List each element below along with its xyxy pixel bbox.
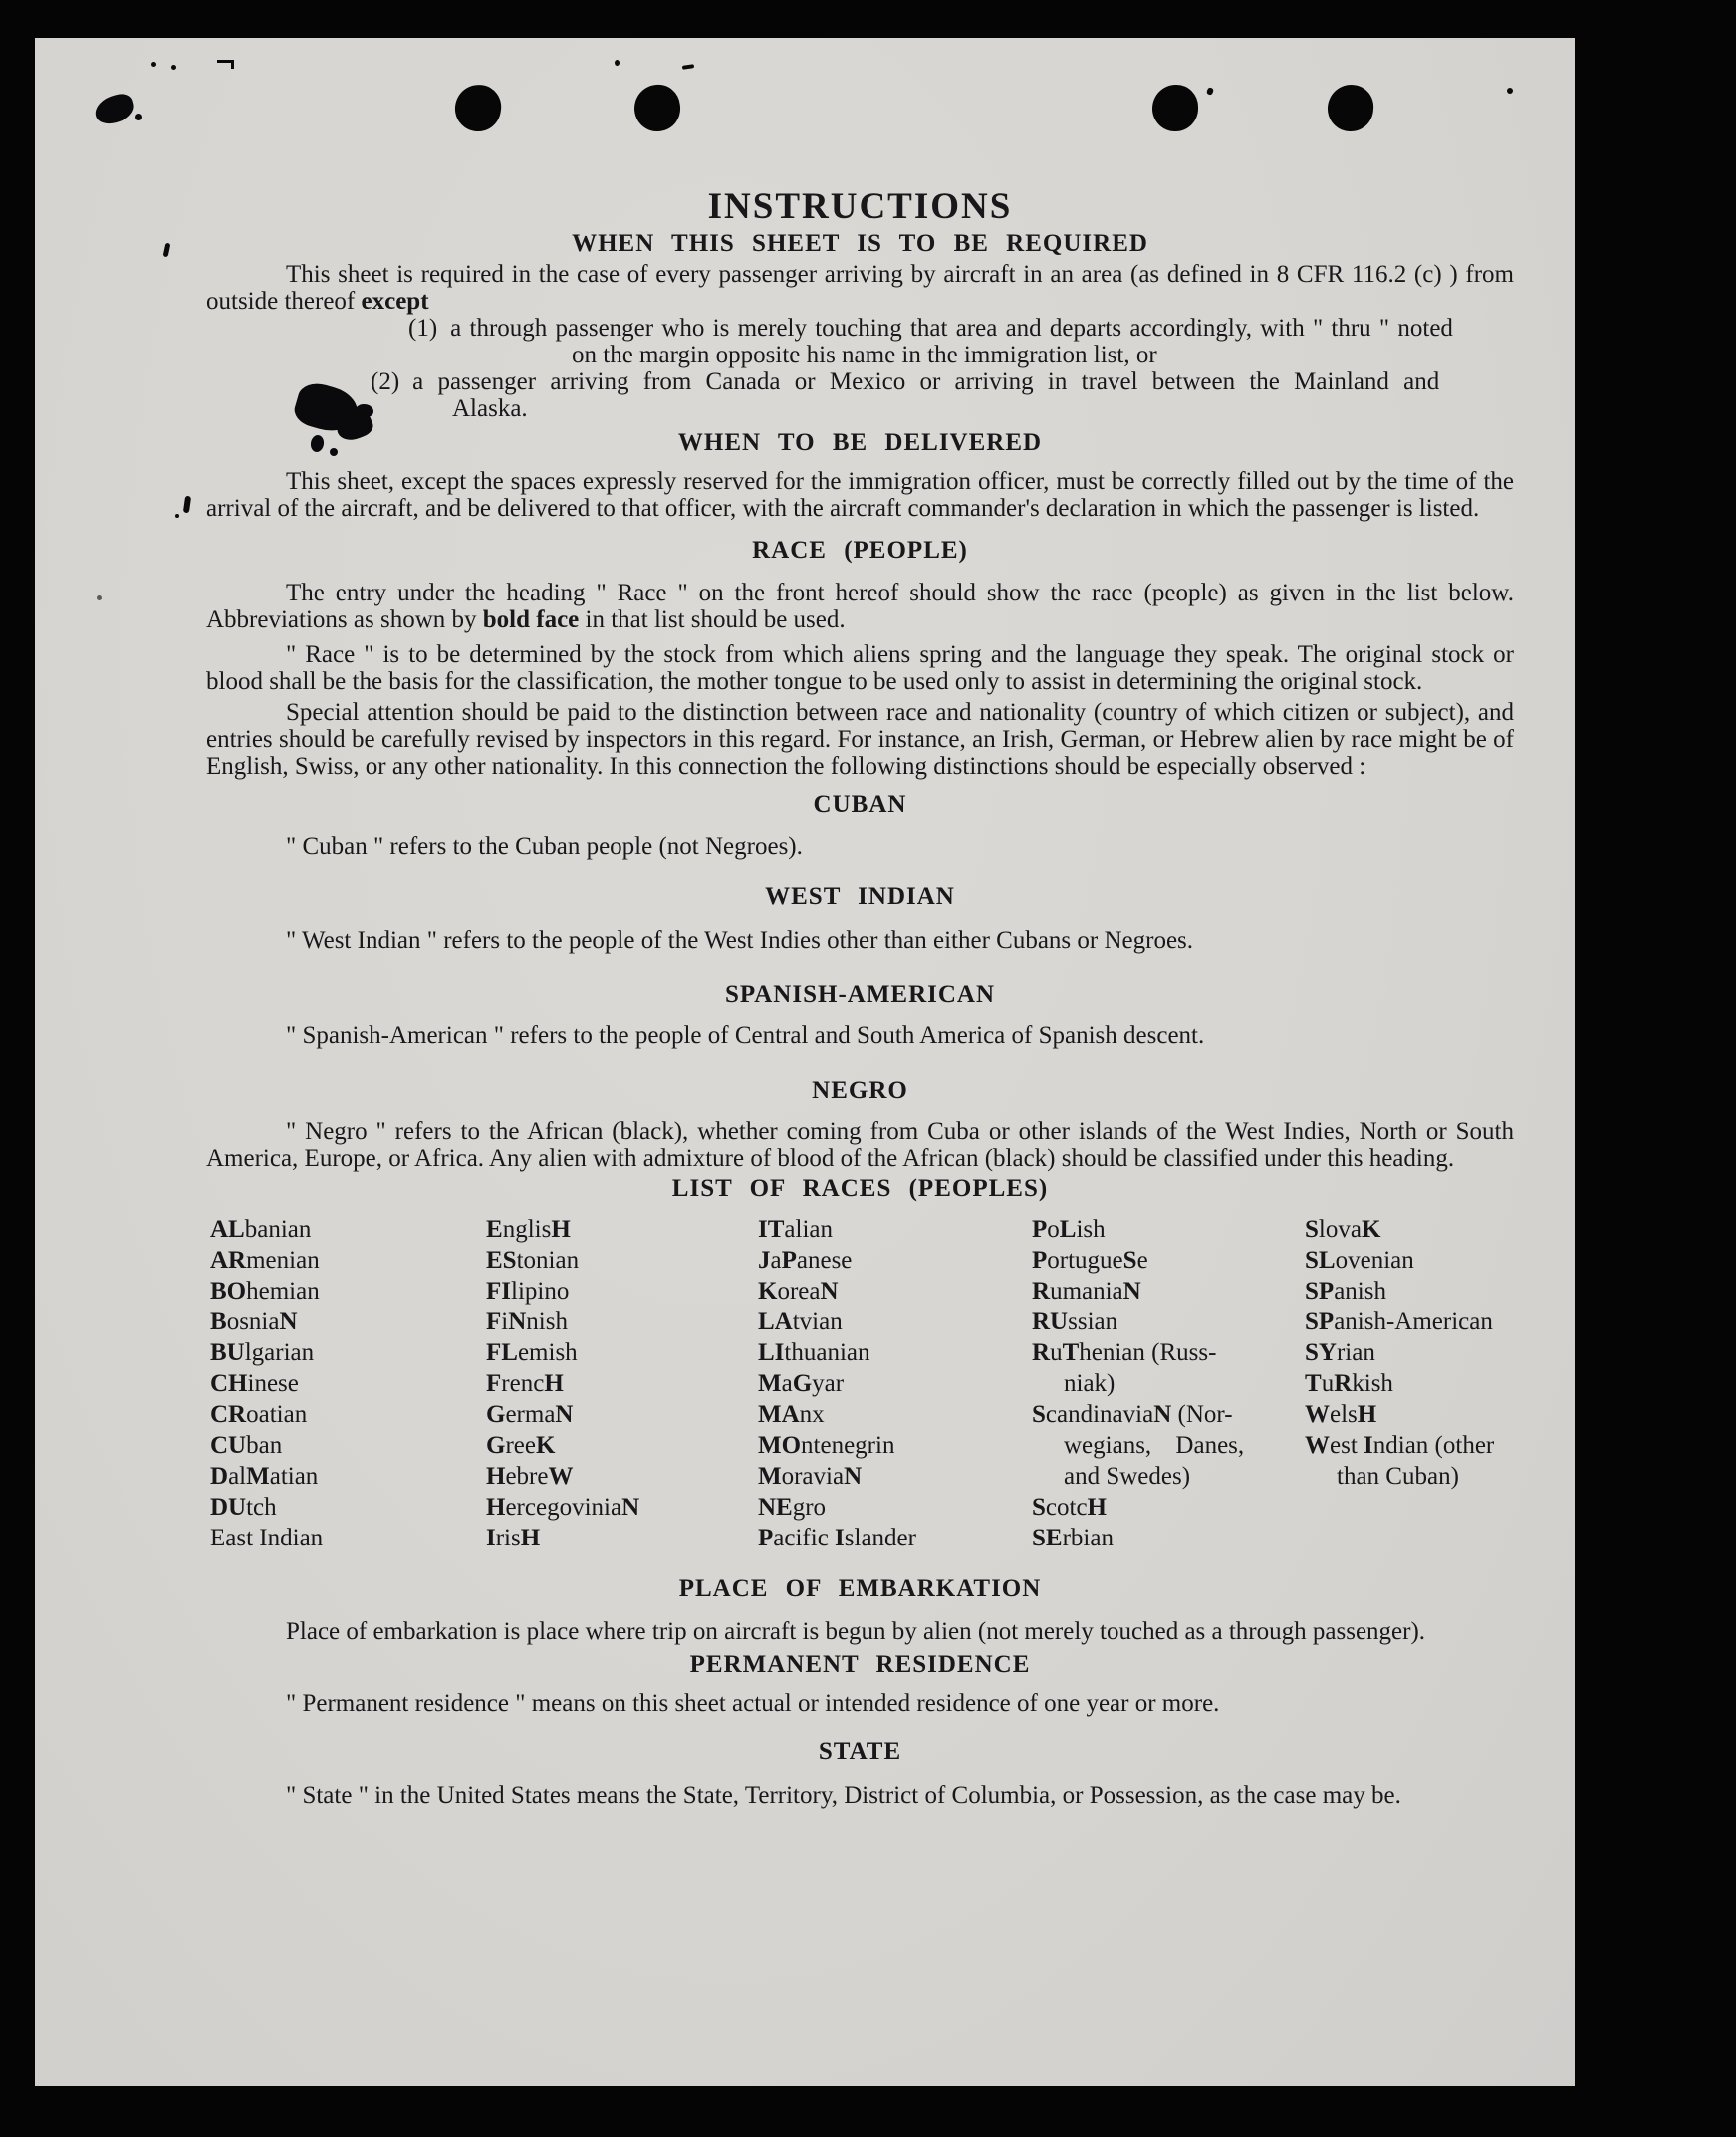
paragraph-spanish-american: " Spanish-American " refers to the people of Central and South America of Spanish descent.	[286, 1022, 1205, 1049]
paragraph-embarkation: Place of embarkation is place where trip on aircraft is begun by alien (not merely touched as a through passenger).	[286, 1618, 1426, 1645]
race-entry: FiNnish	[486, 1308, 568, 1335]
race-entry: SYrian	[1305, 1339, 1375, 1366]
section-heading-when-delivered: WHEN TO BE DELIVERED	[677, 429, 1043, 456]
section-heading-negro: NEGRO	[812, 1077, 908, 1104]
paragraph-race-3: Special attention should be paid to the distinction between race and nationality (country of which citizen or subject), and entries should be carefully revised by inspectors in this regard. For instance, an Irish, German, or Hebrew alien by race might be of English, Swiss, or any other nationality. In this connection the following distinctions should be especially observed :	[206, 699, 1514, 780]
ink-speck	[135, 114, 142, 120]
race-entry: ALbanian	[210, 1216, 312, 1243]
ink-speck	[171, 65, 176, 70]
race-entry: FIlipino	[486, 1278, 570, 1305]
document-content	[206, 38, 1514, 1812]
race-entry: and Swedes)	[1064, 1463, 1191, 1490]
race-entry: ARmenian	[210, 1247, 320, 1274]
race-entry: MaGyar	[758, 1370, 845, 1397]
section-heading-cuban: CUBAN	[813, 791, 907, 818]
ink-speck	[97, 595, 102, 600]
race-entry: KoreaN	[758, 1278, 839, 1305]
race-entry: DUtch	[210, 1494, 277, 1521]
ink-tick	[183, 496, 191, 514]
paragraph-race-2: " Race " is to be determined by the stock from which aliens spring and the language they speak. The original stock or blood shall be the basis for the classification, the mother tongue to be used only to assist in determining the original stock.	[206, 641, 1514, 695]
section-heading-race: RACE (PEOPLE)	[752, 537, 968, 564]
race-entry: MOntenegrin	[758, 1432, 895, 1459]
race-entry: HebreW	[486, 1463, 574, 1490]
paragraph-negro: " Negro " refers to the African (black), whether coming from Cuba or other islands of the West Indies, North or South America, Europe, or Africa. Any alien with admixture of blood of the African (black) should be classified under this heading.	[206, 1118, 1514, 1172]
section-heading-list-of-races: LIST OF RACES (PEOPLES)	[671, 1175, 1049, 1202]
race-entry: PoLish	[1032, 1216, 1106, 1243]
race-entry: GreeK	[486, 1432, 556, 1459]
section-heading-west-indian: WEST INDIAN	[765, 883, 955, 910]
item-number: (2)	[371, 368, 400, 395]
race-entry: MAnx	[758, 1401, 825, 1428]
race-entry: DalMatian	[210, 1463, 319, 1490]
race-entry: TuRkish	[1305, 1370, 1393, 1397]
race-entry: RumaniaN	[1032, 1278, 1141, 1305]
race-entry: HercegoviniaN	[486, 1494, 640, 1521]
race-entry: GermaN	[486, 1401, 574, 1428]
item-number: (1)	[408, 315, 438, 342]
race-entry: ScandinaviaN (Nor-	[1032, 1401, 1233, 1428]
race-entry: West Indian (other	[1305, 1432, 1495, 1459]
race-entry: SlovaK	[1305, 1216, 1381, 1243]
race-entry: JaPanese	[758, 1247, 853, 1274]
race-entry: PortugueSe	[1032, 1247, 1148, 1274]
races-column-1	[210, 1214, 323, 1553]
races-list	[206, 1214, 1514, 1558]
race-entry: IrisH	[486, 1525, 541, 1551]
race-entry: NEgro	[758, 1494, 827, 1521]
race-entry: BOhemian	[210, 1278, 320, 1305]
races-column-4	[1032, 1214, 1244, 1553]
ink-speck	[175, 514, 179, 518]
list-item-1	[206, 315, 1514, 368]
ink-tick	[163, 243, 171, 258]
item-text: a passenger arriving from Canada or Mexico or arriving in travel between the Mainland and	[412, 368, 1440, 395]
race-entry: WelsH	[1305, 1401, 1377, 1428]
paragraph-permanent-residence: " Permanent residence " means on this sheet actual or intended residence of one year or more.	[286, 1690, 1220, 1717]
section-heading-permanent-residence: PERMANENT RESIDENCE	[689, 1651, 1031, 1678]
section-heading-when-required: WHEN THIS SHEET IS TO BE REQUIRED	[572, 230, 1148, 257]
list-item-2	[206, 368, 1514, 422]
race-entry: East Indian	[210, 1525, 324, 1551]
race-entry: SPanish	[1305, 1278, 1386, 1305]
page-title: INSTRUCTIONS	[707, 186, 1013, 227]
races-column-3	[758, 1214, 916, 1553]
races-column-2	[486, 1214, 639, 1553]
race-entry: CHinese	[210, 1370, 299, 1397]
section-heading-state: STATE	[818, 1738, 902, 1765]
item-text: a through passenger who is merely touching that area and departs accordingly, with " thru " noted	[450, 315, 1453, 342]
race-entry: wegians, Danes,	[1064, 1432, 1245, 1459]
race-entry: FrencH	[486, 1370, 564, 1397]
race-entry: SLovenian	[1305, 1247, 1414, 1274]
race-entry: RUssian	[1032, 1308, 1118, 1335]
race-entry: BUlgarian	[210, 1339, 315, 1366]
item-text: on the margin opposite his name in the immigration list, or	[572, 342, 1157, 368]
race-entry: LIthuanian	[758, 1339, 870, 1366]
paragraph-cuban: " Cuban " refers to the Cuban people (not Negroes).	[286, 833, 803, 860]
section-heading-spanish-american: SPANISH-AMERICAN	[724, 981, 996, 1008]
document-page	[35, 38, 1575, 2086]
race-entry: FLemish	[486, 1339, 578, 1366]
section-heading-embarkation: PLACE OF EMBARKATION	[678, 1575, 1042, 1602]
races-column-5	[1305, 1214, 1494, 1492]
race-entry: niak)	[1064, 1370, 1116, 1397]
race-entry: ITalian	[758, 1216, 833, 1243]
race-entry: SErbian	[1032, 1525, 1114, 1551]
race-entry: than Cuban)	[1337, 1463, 1459, 1490]
race-entry: LAtvian	[758, 1308, 843, 1335]
race-entry: Pacific Islander	[758, 1525, 916, 1551]
race-entry: RuThenian (Russ-	[1032, 1339, 1217, 1366]
paragraph-west-indian: " West Indian " refers to the people of the West Indies other than either Cubans or Negroes.	[286, 927, 1194, 954]
race-entry: CUban	[210, 1432, 283, 1459]
race-entry: EStonian	[486, 1247, 580, 1274]
ink-blot	[92, 92, 136, 127]
paragraph-when-delivered: This sheet, except the spaces expressly reserved for the immigration officer, must be correctly filled out by the time of the arrival of the aircraft, and be delivered to that officer, with the aircraft commander's declaration in which the passenger is listed.	[206, 468, 1514, 522]
paragraph-state: " State " in the United States means the State, Territory, District of Columbia, or Possession, as the case may be.	[286, 1782, 1401, 1809]
race-entry: MoraviaN	[758, 1463, 863, 1490]
ink-speck	[151, 62, 156, 67]
race-entry: SPanish-American	[1305, 1308, 1493, 1335]
paragraph-when-required: This sheet is required in the case of every passenger arriving by aircraft in an area (as defined in 8 CFR 116.2 (c) ) from outside thereof except	[206, 261, 1514, 315]
paragraph-race-1: The entry under the heading " Race " on the front hereof should show the race (people) as given in the list below. Abbreviations as shown by bold face in that list should be used.	[206, 580, 1514, 633]
race-entry: CRoatian	[210, 1401, 308, 1428]
item-text: Alaska.	[452, 395, 528, 422]
race-entry: ScotcH	[1032, 1494, 1107, 1521]
race-entry: EnglisH	[486, 1216, 571, 1243]
race-entry: BosniaN	[210, 1308, 298, 1335]
